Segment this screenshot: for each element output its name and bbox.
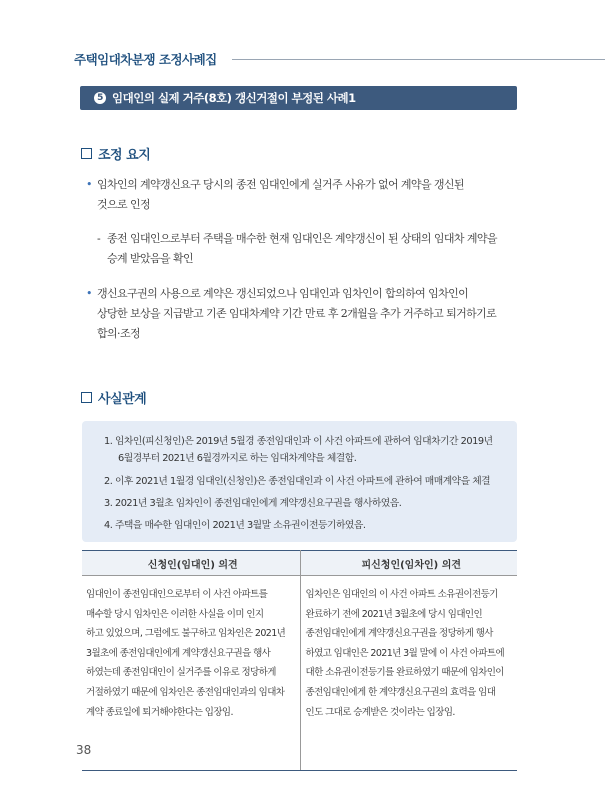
summary-heading-label: 조정 요지: [98, 148, 151, 163]
opinion-line: 매수할 당시 임차인은 이러한 사실을 이미 인지: [86, 608, 264, 620]
opinion-line: 종전임대인에게 한 계약갱신요구권의 효력을 임대: [305, 686, 496, 698]
summary-line: 합의·조정: [97, 327, 141, 340]
fact-item: 4. 주택을 매수한 임대인이 2021년 3월말 소유권이전등기하였음.: [104, 520, 366, 531]
respondent-opinion-cell: [300, 576, 517, 771]
opinions-table: [82, 550, 517, 771]
dash-marker: -: [97, 232, 101, 245]
opinion-line: 종전임대인에게 계약갱신요구권을 정당하게 행사: [305, 628, 493, 640]
opinion-line: 하였는데 종전임대인이 실거주를 이유로 정당하게: [86, 667, 276, 679]
summary-line: 것으로 인정: [97, 198, 151, 211]
facts-heading-label: 사실관계: [98, 392, 147, 407]
opinion-line: 완료하기 전에 2021년 3월초에 당시 임대인인: [305, 608, 483, 620]
opinion-line: 임차인은 임대인의 이 사건 아파트 소유권이전등기: [305, 589, 498, 600]
summary-heading: [81, 144, 150, 163]
page-number: 38: [76, 743, 92, 757]
case-title: 임대인의 실제 거주(8호) 갱신거절이 부정된 사례1: [112, 91, 356, 105]
summary-bullet-1: [86, 175, 527, 215]
opinion-line: 3월초에 종전임대인에게 계약갱신요구권을 행사: [86, 647, 271, 659]
opinion-line: 인도 그대로 승계받은 것이라는 입장임.: [305, 706, 455, 718]
opinion-line: 하였고 임대인은 2021년 3월 말에 이 사건 아파트에: [305, 647, 505, 659]
summary-line: 임차인의 계약갱신요구 당시의 종전 임대인에게 실거주 사유가 없어 계약을 갱신된: [97, 178, 464, 191]
respondent-opinion-header: 피신청인(임차인) 의견: [300, 551, 517, 576]
opinion-line: 하고 있었으며, 그럼에도 불구하고 임차인은 2021년: [86, 628, 286, 640]
case-number-badge: 5: [94, 92, 106, 104]
applicant-opinion-cell: [82, 576, 300, 771]
facts-heading: [81, 388, 146, 407]
summary-subitem-1: [97, 229, 527, 269]
opinion-line: 임대인이 종전임대인으로부터 이 사건 아파트를: [86, 589, 268, 600]
bullet-icon: •: [86, 178, 92, 191]
fact-item-continuation: 6월경부터 2021년 6월경까지로 하는 임대차계약을 체결함.: [118, 453, 357, 464]
fact-item: 1. 임차인(피신청인)은 2019년 5월경 종전임대인과 이 사건 아파트에 관하여 임대차기간 2019년: [104, 436, 493, 447]
summary-line: 종전 임대인으로부터 주택을 매수한 현재 임대인은 계약갱신이 된 상태의 임대차 계약을: [107, 232, 497, 245]
square-icon: [81, 148, 92, 159]
applicant-opinion-header: 신청인(임대인) 의견: [82, 551, 300, 576]
fact-item: 2. 이후 2021년 1월경 임대인(신청인)은 종전임대인과 이 사건 아파트에 관하여 매매계약을 체결: [104, 476, 491, 487]
summary-line: 승계 받았음을 확인: [107, 252, 194, 265]
summary-line: 상당한 보상을 지급받고 기존 임대차계약 기간 만료 후 2개월을 추가 거주하고 퇴거하기로: [97, 307, 497, 320]
summary-bullet-2: [86, 284, 527, 344]
opinion-line: 거절하였기 때문에 임차인은 종전임대인과의 임대차: [86, 686, 285, 698]
summary-line: 갱신요구권의 사용으로 계약은 갱신되었으나 임대인과 임차인이 합의하여 임차인이: [97, 287, 469, 300]
opinion-line: 대한 소유권이전등기를 완료하였기 때문에 임차인이: [305, 667, 504, 679]
bullet-icon: •: [86, 287, 92, 300]
header-divider: [232, 59, 605, 60]
opinion-line: 계약 종료일에 퇴거해야한다는 입장임.: [86, 706, 233, 718]
book-title: 주택임대차분쟁 조정사례집: [74, 52, 217, 67]
facts-box: [82, 421, 517, 542]
square-icon: [81, 392, 92, 403]
case-title-banner: [80, 86, 517, 110]
fact-item: 3. 2021년 3월초 임차인이 종전임대인에게 계약갱신요구권을 행사하였음.: [104, 498, 402, 509]
